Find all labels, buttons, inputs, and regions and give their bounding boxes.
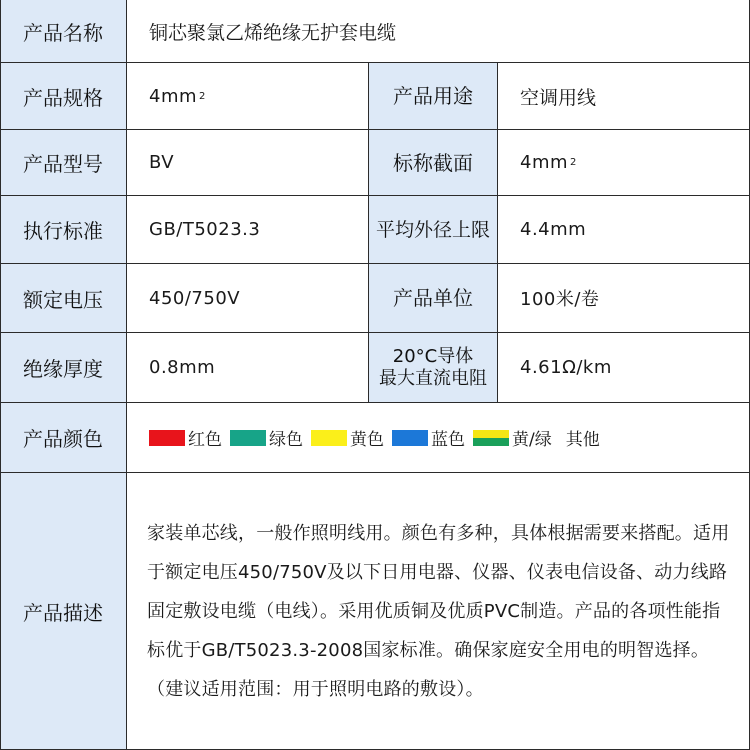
label-usage: 产品用途 bbox=[368, 63, 498, 129]
row-spec bbox=[0, 62, 750, 129]
value-product-name: 铜芯聚氯乙烯绝缘无护套电缆 bbox=[149, 21, 397, 44]
color-name-yellow-green: 黄/绿 bbox=[512, 430, 552, 450]
value-unit: 100米/卷 bbox=[520, 289, 600, 310]
description-cell bbox=[127, 473, 750, 750]
color-name-other: 其他 bbox=[565, 430, 600, 450]
row-model bbox=[0, 129, 750, 195]
value-cross-section-text: 4mm bbox=[520, 152, 569, 173]
value-usage: 空调用线 bbox=[520, 86, 597, 109]
value-cross-section-sup: 2 bbox=[570, 157, 577, 168]
label-resistance bbox=[368, 333, 498, 402]
row-description bbox=[0, 472, 750, 750]
label-product-name: 产品名称 bbox=[0, 0, 127, 62]
row-product-name bbox=[0, 0, 750, 62]
color-name-red: 红色 bbox=[188, 430, 222, 450]
swatch-red bbox=[149, 430, 185, 446]
description-text: 家装单芯线，一般作照明线用。颜色有多种，具体根据需要来搭配。适用于额定电压450/750V及以下日用电器、仪器、仪表电信设备、动力线路固定敷设电缆（电线）。采用优质铜及优质PVC制造。产品的各项性能指标优于GB/T5023.3-2008国家标准。确保家庭安全用电的明智选择。（建议适用范围：用于照明电路的敷设）。 bbox=[147, 523, 730, 700]
label-standard: 执行标准 bbox=[0, 196, 127, 263]
label-thickness: 绝缘厚度 bbox=[0, 333, 127, 402]
color-name-blue: 蓝色 bbox=[431, 430, 465, 450]
color-list bbox=[127, 403, 750, 472]
label-unit: 产品单位 bbox=[368, 264, 498, 332]
row-colors bbox=[0, 402, 750, 472]
row-thickness bbox=[0, 332, 750, 402]
value-thickness: 0.8mm bbox=[149, 357, 216, 378]
color-name-yellow: 黄色 bbox=[350, 430, 384, 450]
label-outer-diameter: 平均外径上限 bbox=[368, 196, 498, 263]
value-spec bbox=[127, 63, 368, 129]
label-resistance-line1: 20°C导体 bbox=[392, 345, 474, 367]
label-model: 产品型号 bbox=[0, 130, 127, 195]
swatch-green bbox=[230, 430, 266, 446]
value-standard: GB/T5023.3 bbox=[149, 219, 261, 240]
label-description: 产品描述 bbox=[0, 473, 127, 750]
value-model: BV bbox=[149, 152, 175, 173]
swatch-blue bbox=[392, 430, 428, 446]
value-spec-text: 4mm bbox=[149, 85, 198, 107]
color-name-green: 绿色 bbox=[269, 430, 303, 450]
value-outer-diameter: 4.4mm bbox=[520, 219, 587, 240]
row-standard bbox=[0, 195, 750, 263]
row-voltage bbox=[0, 263, 750, 332]
label-resistance-line2: 最大直流电阻 bbox=[379, 367, 487, 389]
label-cross-section: 标称截面 bbox=[368, 130, 498, 195]
swatch-yellow bbox=[311, 430, 347, 446]
value-spec-sup: 2 bbox=[199, 90, 206, 102]
value-voltage: 450/750V bbox=[149, 287, 241, 309]
value-resistance: 4.61Ω/km bbox=[520, 357, 612, 378]
value-cross-section bbox=[498, 130, 750, 195]
swatch-yellow-green bbox=[473, 430, 509, 446]
label-voltage: 额定电压 bbox=[0, 264, 127, 332]
label-spec: 产品规格 bbox=[0, 63, 127, 129]
label-colors: 产品颜色 bbox=[0, 403, 127, 472]
